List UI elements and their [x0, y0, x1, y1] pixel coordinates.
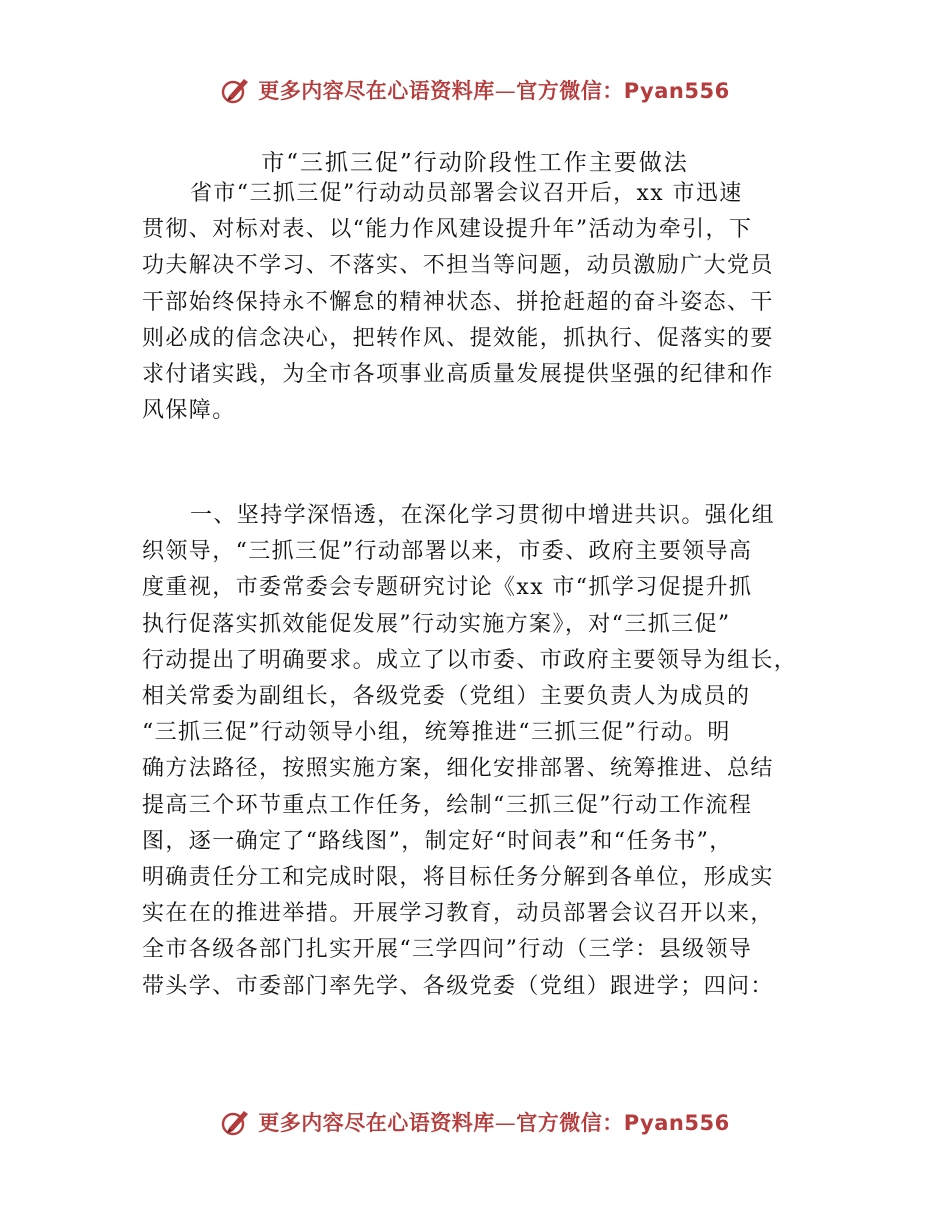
text-line: 明确责任分工和完成时限，将目标任务分解到各单位，形成实 — [142, 865, 774, 891]
text-line: 提高三个环节重点工作任务，绘制“三抓三促”行动工作流程 — [142, 792, 753, 818]
text-line: 织领导，“三抓三促”行动部署以来，市委、政府主要领导高 — [142, 539, 753, 565]
document-title: 市“三抓三促”行动阶段性工作主要做法 — [261, 150, 689, 176]
text-line: 省市“三抓三促”行动动员部署会议召开后，xx 市迅速 — [190, 181, 743, 206]
watermark-text: 更多内容尽在心语资料库—官方微信：Pyan556 — [258, 1111, 730, 1135]
paragraph-section-one — [142, 498, 810, 1005]
text-line: 贯彻、对标对表、以“能力作风建设提升年”活动为牵引，下 — [142, 217, 753, 243]
text-line: 功夫解决不学习、不落实、不担当等问题，动员激励广大党员 — [142, 253, 774, 279]
text-line: 图，逐一确定了“路线图”，制定好“时间表”和“任务书”， — [142, 828, 733, 854]
text-line: 确方法路径，按照实施方案，细化安排部署、统筹推进、总结 — [142, 756, 774, 782]
text-line: 带头学、市委部门率先学、各级党委（党组）跟进学；四问： — [142, 973, 774, 999]
text-line: 求付诸实践，为全市各项事业高质量发展提供坚强的纪律和作 — [142, 362, 774, 388]
watermark-banner-bottom — [0, 1102, 950, 1142]
text-line: “三抓三促”行动领导小组，统筹推进“三抓三促”行动。明 — [142, 720, 731, 746]
watermark-text: 更多内容尽在心语资料库—官方微信：Pyan556 — [258, 79, 730, 103]
text-line: 度重视，市委常委会专题研究讨论《xx 市“抓学习促提升抓 — [142, 575, 753, 601]
text-line: 行动提出了明确要求。成立了以市委、市政府主要领导为组长， — [142, 647, 798, 673]
paragraph-intro — [142, 176, 810, 429]
text-line: 实在在的推进举措。开展学习教育，动员部署会议召开以来， — [142, 901, 774, 927]
text-line: 相关常委为副组长，各级党委（党组）主要负责人为成员的 — [142, 684, 751, 710]
text-line: 风保障。 — [142, 398, 236, 424]
watermark-banner-top — [0, 70, 950, 110]
text-line: 干部始终保持永不懈怠的精神状态、拼抢赶超的奋斗姿态、干 — [142, 289, 774, 315]
pen-logo-icon — [220, 1106, 252, 1138]
text-line: 一、坚持学深悟透，在深化学习贯彻中增进共识。强化组 — [190, 503, 776, 528]
text-line: 执行促落实抓效能促发展”行动实施方案》，对“三抓三促” — [142, 611, 731, 637]
pen-logo-icon — [220, 74, 252, 106]
text-line: 则必成的信念决心，把转作风、提效能，抓执行、促落实的要 — [142, 325, 774, 351]
text-line: 全市各级各部门扎实开展“三学四问”行动（三学：县级领导 — [142, 937, 753, 963]
